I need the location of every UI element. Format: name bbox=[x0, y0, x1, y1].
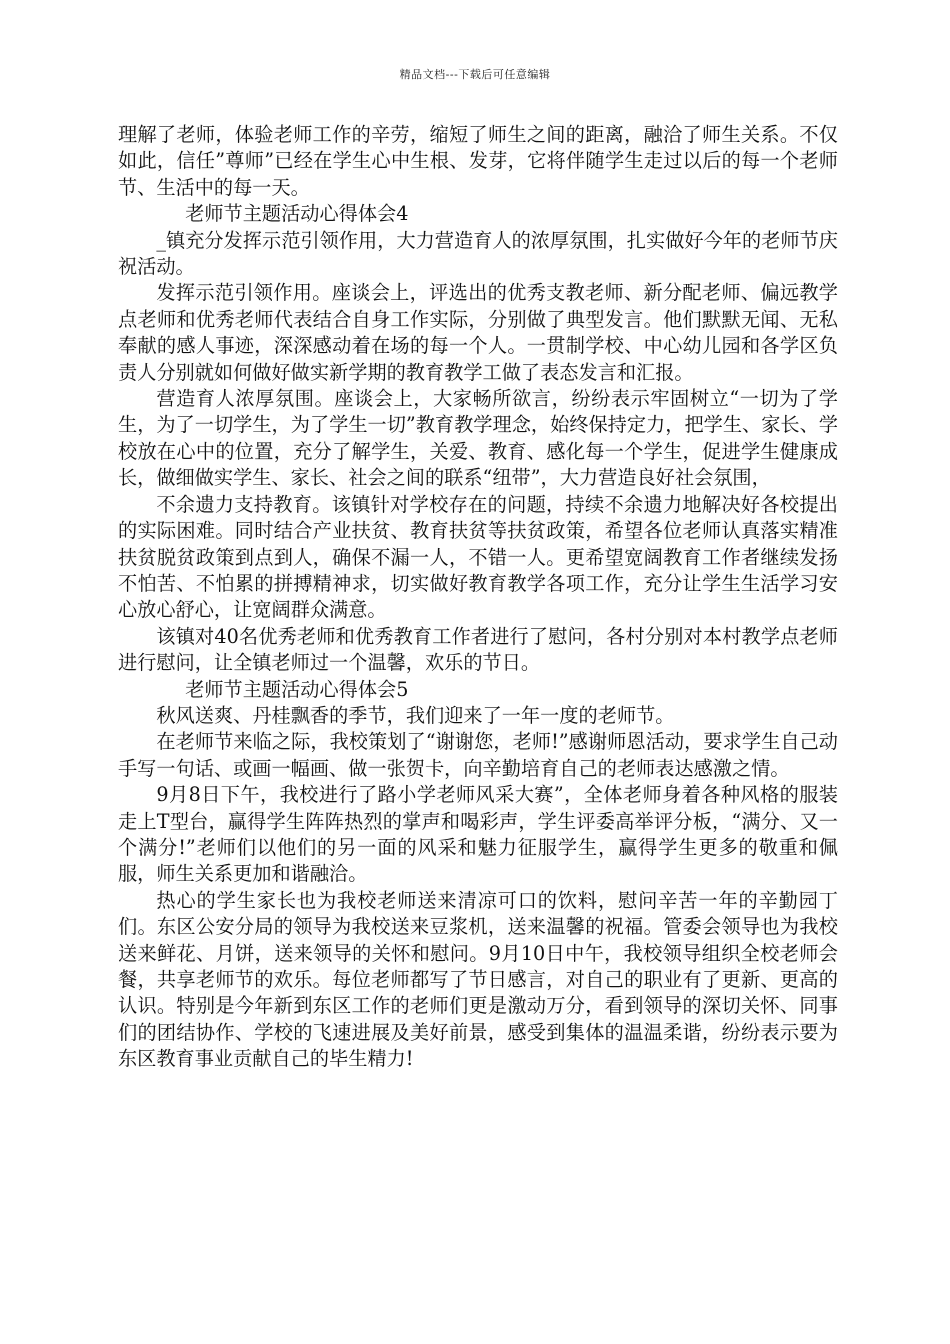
paragraph: 热心的学生家长也为我校老师送来清凉可口的饮料，慰问辛苦一年的辛勤园丁们。东区公安分局的领导为我校送来豆浆机，送来温馨的祝福。管委会领导也为我校送来鲜花、月饼，送来领导的关怀和慰问。9月10日中午，我校领导组织全校老师会餐，共享老师节的欢乐。每位老师都写了节日感言，对自己的职业有了更新、更高的认识。特别是今年新到东区工作的老师们更是激动万分，看到领导的深切关怀、同事们的团结协作、学校的飞速进展及美好前景，感受到集体的温温柔谐，纷纷表示要为东区教育事业贡献自己的毕生精力! bbox=[118, 888, 838, 1071]
paragraph: 营造育人浓厚氛围。座谈会上，大家畅所欲言，纷纷表示牢固树立“一切为了学生，为了一切学生，为了学生一切”教育教学理念，始终保持定力，把学生、家长、学校放在心中的位置，充分了解学生，关爱、教育、感化每一个学生，促进学生健康成长，做细做实学生、家长、社会之间的联系“纽带”，大力营造良好社会氛围， bbox=[118, 387, 838, 490]
paragraph: 在老师节来临之际，我校策划了“谢谢您，老师!”感谢师恩活动，要求学生自己动手写一句话、或画一幅画、做一张贺卡，向辛勤培育自己的老师表达感激之情。 bbox=[118, 730, 838, 780]
paragraph: 发挥示范引领作用。座谈会上，评选出的优秀支教老师、新分配老师、偏远教学点老师和优秀老师代表结合自身工作实际，分别做了典型发言。他们默默无闻、无私奉献的感人事迹，深深感动着在场的每一个人。一贯制学校、中心幼儿园和各学区负责人分别就如何做好做实新学期的教育教学工做了表态发言和汇报。 bbox=[118, 281, 838, 384]
paragraph: 该镇对40名优秀老师和优秀教育工作者进行了慰问，各村分别对本村教学点老师进行慰问，让全镇老师过一个温馨，欢乐的节日。 bbox=[118, 624, 838, 675]
paragraph: 9月8日下午，我校进行了路小学老师风采大赛”，全体老师身着各种风格的服装走上T型台，赢得学生阵阵热烈的掌声和喝彩声，学生评委高举评分板，“满分、又一个满分!”老师们以他们的另一面的风采和魅力征服学生，赢得学生更多的敬重和佩服，师生关系更加和谐融洽。 bbox=[118, 783, 838, 886]
document-body bbox=[118, 122, 838, 1073]
section-heading-5: 老师节主题活动心得体会5 bbox=[185, 677, 409, 701]
paragraph-continuation: 理解了老师，体验老师工作的辛劳，缩短了师生之间的距离，融洽了师生关系。不仅如此，信任”尊师”已经在学生心中生根、发芽，它将伴随学生走过以后的每一个老师节、生活中的每一天。 bbox=[118, 123, 838, 199]
section-heading-4: 老师节主题活动心得体会4 bbox=[185, 202, 409, 226]
paragraph: 秋风送爽、丹桂飘香的季节，我们迎来了一年一度的老师节。 bbox=[156, 703, 675, 727]
paragraph: _镇充分发挥示范引领作用，大力营造育人的浓厚氛围，扎实做好今年的老师节庆祝活动。 bbox=[118, 228, 838, 279]
page-header: 精品文档---下载后可任意编辑 bbox=[399, 68, 551, 81]
paragraph: 不余遗力支持教育。该镇针对学校存在的问题，持续不余遗力地解决好各校提出的实际困难。同时结合产业扶贫、教育扶贫等扶贫政策，希望各位老师认真落实精准扶贫脱贫政策到点到人，确保不漏一人，不错一人。更希望宽阔教育工作者继续发扬不怕苦、不怕累的拼搏精神求，切实做好教育教学各项工作，充分让学生生活学习安心放心舒心，让宽阔群众满意。 bbox=[118, 492, 838, 622]
